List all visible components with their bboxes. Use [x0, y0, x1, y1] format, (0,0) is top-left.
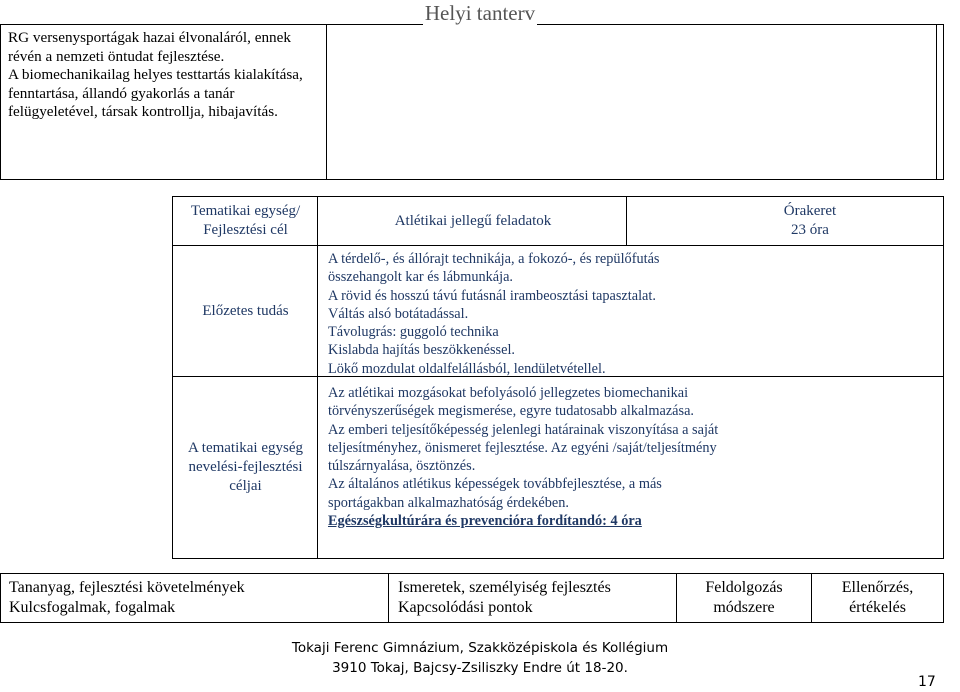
- bottom-table: [0, 573, 944, 623]
- thematic-title-cell: [320, 197, 627, 245]
- top-right-divider: [936, 25, 937, 179]
- top-left-line: felügyeletével, társak kontrollja, hibajavítás.: [8, 103, 278, 120]
- goals-line: törvényszerűségek megismerése, egyre tudatosabb alkalmazása.: [328, 403, 695, 420]
- bottom-col-label: Kulcsfogalmak, fogalmak: [9, 599, 176, 616]
- prior-knowledge-line: Váltás alsó botátadással.: [328, 305, 469, 322]
- goals-label: nevelési-fejlesztési: [188, 459, 303, 475]
- top-table: [0, 24, 944, 180]
- hours-cell: [627, 197, 943, 245]
- bottom-col-label: Ellenőrzés,: [841, 579, 914, 596]
- bottom-col-curriculum: [1, 574, 389, 622]
- top-left-line: fenntartása, állandó gyakorlás a tanár: [8, 84, 235, 102]
- thematic-header-label: Fejlesztési cél: [203, 222, 288, 238]
- goals-cell: [320, 377, 943, 558]
- goals-line: teljesítményhez, önismeret fejlesztése. Az egyéni /saját/teljesítmény: [328, 439, 717, 456]
- page-number: 17: [918, 674, 936, 690]
- bottom-col-label: értékelés: [849, 599, 906, 616]
- health-hours-line: Egészségkultúrára és prevencióra fordítandó: 4 óra: [328, 513, 642, 530]
- hours-label: Órakeret: [783, 203, 837, 219]
- bottom-col-knowledge: [389, 574, 677, 622]
- goals-line: túlszárnyalása, ösztönzés.: [328, 458, 476, 475]
- prior-knowledge-line: összehangolt kar és lábmunkája.: [328, 269, 514, 286]
- thematic-title: Atlétikai jellegű feladatok: [394, 212, 552, 229]
- bottom-col-label: módszere: [713, 599, 775, 616]
- prior-knowledge-line: A térdelő-, és állórajt technikája, a fokozó-, és repülőfutás: [328, 251, 660, 267]
- prior-knowledge-line: A rövid és hosszú távú futásnál irambeosztási tapasztalat.: [328, 287, 656, 304]
- prior-knowledge-label-cell: [173, 246, 318, 377]
- prior-knowledge-line: Kislabda hajítás beszökkenéssel.: [328, 342, 515, 359]
- top-left-line: révén a nemzeti öntudat fejlesztése.: [8, 47, 225, 65]
- goals-label: A tematikai egység: [188, 440, 303, 456]
- footer-address: 3910 Tokaj, Bajcsy-Zsiliszky Endre út 18-20.: [332, 660, 628, 676]
- top-left-line: A biomechanikailag helyes testtartás kialakítása,: [8, 66, 303, 83]
- goals-label: céljai: [229, 478, 262, 494]
- prior-knowledge-label: Előzetes tudás: [202, 303, 289, 319]
- bottom-col-method: [677, 574, 812, 622]
- footer-school-name: Tokaji Ferenc Gimnázium, Szakközépiskola és Kollégium: [291, 640, 669, 656]
- thematic-header-label: Tematikai egység/: [190, 203, 301, 219]
- goals-label-cell: [173, 377, 318, 558]
- thematic-header-label-cell: [173, 197, 318, 245]
- top-left-cell: [1, 25, 327, 179]
- bottom-col-label: Kapcsolódási pontok: [398, 599, 533, 616]
- page-footer: [0, 638, 960, 678]
- goals-line: sportágakban alkalmazhatóság érdekében.: [328, 494, 569, 511]
- goals-line: Az emberi teljesítőképesség jelenlegi határainak viszonyítása a saját: [328, 421, 719, 438]
- bottom-col-evaluation: [812, 574, 943, 622]
- page-title: Helyi tanterv: [424, 1, 536, 25]
- goals-line: Az atlétikai mozgásokat befolyásoló jellegzetes biomechanikai: [328, 385, 689, 401]
- bottom-col-label: Tananyag, fejlesztési követelmények: [9, 579, 245, 596]
- goals-line: Az általános atlétikus képességek továbbfejlesztése, a más: [328, 476, 662, 493]
- bottom-col-label: Ismeretek, személyiség fejlesztés: [398, 579, 611, 596]
- prior-knowledge-cell: [320, 246, 943, 377]
- prior-knowledge-line: Lökő mozdulat oldalfelállásból, lendületvétellel.: [328, 360, 606, 377]
- bottom-col-label: Feldolgozás: [705, 579, 783, 596]
- prior-knowledge-line: Távolugrás: guggoló technika: [328, 324, 499, 341]
- thematic-table: [172, 196, 944, 559]
- top-left-line: RG versenysportágak hazai élvonaláról, ennek: [8, 29, 291, 46]
- hours-value: 23 óra: [791, 222, 829, 238]
